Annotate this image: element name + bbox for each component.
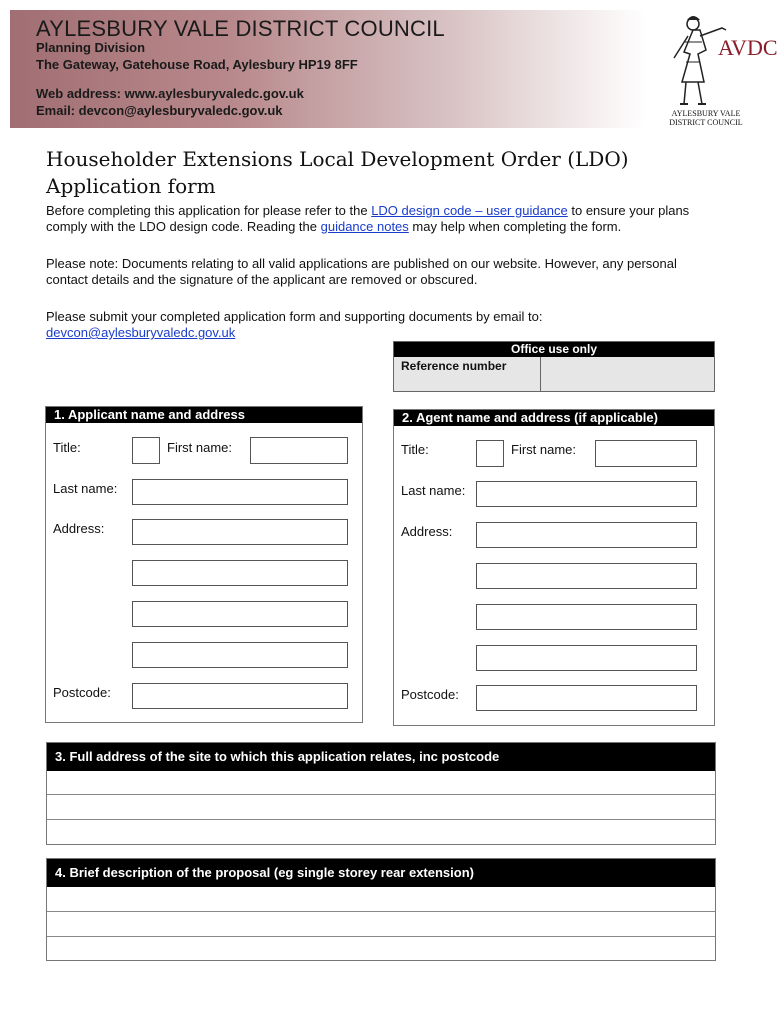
agent-address-line-1[interactable] [476,522,697,548]
agent-first-name-label: First name: [511,442,577,457]
intro-text-b: to ensure your plans comply with the LDO design code. Reading the [46,203,690,234]
proposal-description-line-1[interactable] [47,887,715,911]
agent-address-line-4[interactable] [476,645,697,671]
page-title-line-1: Householder Extensions Local Development Order (LDO) [46,147,629,171]
agent-title-input[interactable] [476,440,504,467]
proposal-description-line-2[interactable] [47,912,715,936]
agent-address-line-3[interactable] [476,604,697,630]
applicant-last-name-label: Last name: [53,481,118,496]
site-address-section [46,742,716,845]
applicant-section-heading: 1. Applicant name and address [46,407,362,423]
applicant-address-label: Address: [53,521,105,536]
guidance-notes-link[interactable]: guidance notes [320,219,409,234]
proposal-description-section [46,858,716,961]
note-paragraph: Please note: Documents relating to all valid applications are published on our website. However, any personal contact details and the signature of the applicant are removed or obscured. [46,256,677,287]
agent-address-label: Address: [401,524,453,539]
site-address-line-3[interactable] [47,820,715,844]
submit-text: Please submit your completed application form and supporting documents by email to: [46,309,543,324]
agent-section-heading: 2. Agent name and address (if applicable) [394,410,714,426]
applicant-address-line-3[interactable] [132,601,348,627]
agent-first-name-input[interactable] [595,440,697,467]
division-name: Planning Division [36,40,146,55]
reference-number-field[interactable] [542,358,714,392]
agent-postcode-label: Postcode: [401,687,459,702]
reference-number-label: Reference number [401,359,507,373]
office-use-box [393,341,715,392]
logo-caption-line-1: AYLESBURY VALE [671,109,741,118]
web-address: Web address: www.aylesburyvaledc.gov.uk [36,86,304,101]
applicant-title-input[interactable] [132,437,160,464]
council-address: The Gateway, Gatehouse Road, Aylesbury HP19 8FF [36,57,358,72]
applicant-address-line-2[interactable] [132,560,348,586]
logo-letters: AVDC [718,35,778,60]
site-address-line-2[interactable] [47,795,715,819]
page-title [46,146,629,200]
submit-email-link[interactable]: devcon@aylesburyvaledc.gov.uk [46,325,236,340]
agent-last-name-label: Last name: [401,483,466,498]
applicant-address-line-1[interactable] [132,519,348,545]
office-use-heading: Office use only [394,342,714,357]
site-address-line-1[interactable] [47,771,715,794]
applicant-postcode-label: Postcode: [53,685,111,700]
applicant-postcode-input[interactable] [132,683,348,709]
site-address-heading: 3. Full address of the site to which this application relates, inc postcode [47,743,715,771]
avdc-logo [660,12,778,108]
office-divider [540,357,541,392]
council-name: AYLESBURY VALE DISTRICT COUNCIL [36,16,445,41]
intro-text-a: Before completing this application for please refer to the [46,203,372,218]
email-address: Email: devcon@aylesburyvaledc.gov.uk [36,103,283,118]
logo-figure-icon [660,12,778,108]
applicant-address-line-4[interactable] [132,642,348,668]
intro-paragraph [46,203,716,235]
applicant-first-name-label: First name: [167,440,233,455]
proposal-description-line-3[interactable] [47,937,715,960]
applicant-title-label: Title: [53,440,81,455]
agent-last-name-input[interactable] [476,481,697,507]
design-code-link[interactable]: LDO design code – user guidance [371,203,568,218]
agent-postcode-input[interactable] [476,685,697,711]
agent-address-line-2[interactable] [476,563,697,589]
submit-paragraph [46,309,716,341]
proposal-description-heading: 4. Brief description of the proposal (eg single storey rear extension) [47,859,715,887]
applicant-last-name-input[interactable] [132,479,348,505]
applicant-first-name-input[interactable] [250,437,348,464]
agent-title-label: Title: [401,442,429,457]
page-title-line-2: Application form [46,174,216,198]
intro-text-c: may help when completing the form. [408,219,622,234]
logo-caption [665,109,747,127]
logo-caption-line-2: DISTRICT COUNCIL [669,118,743,127]
